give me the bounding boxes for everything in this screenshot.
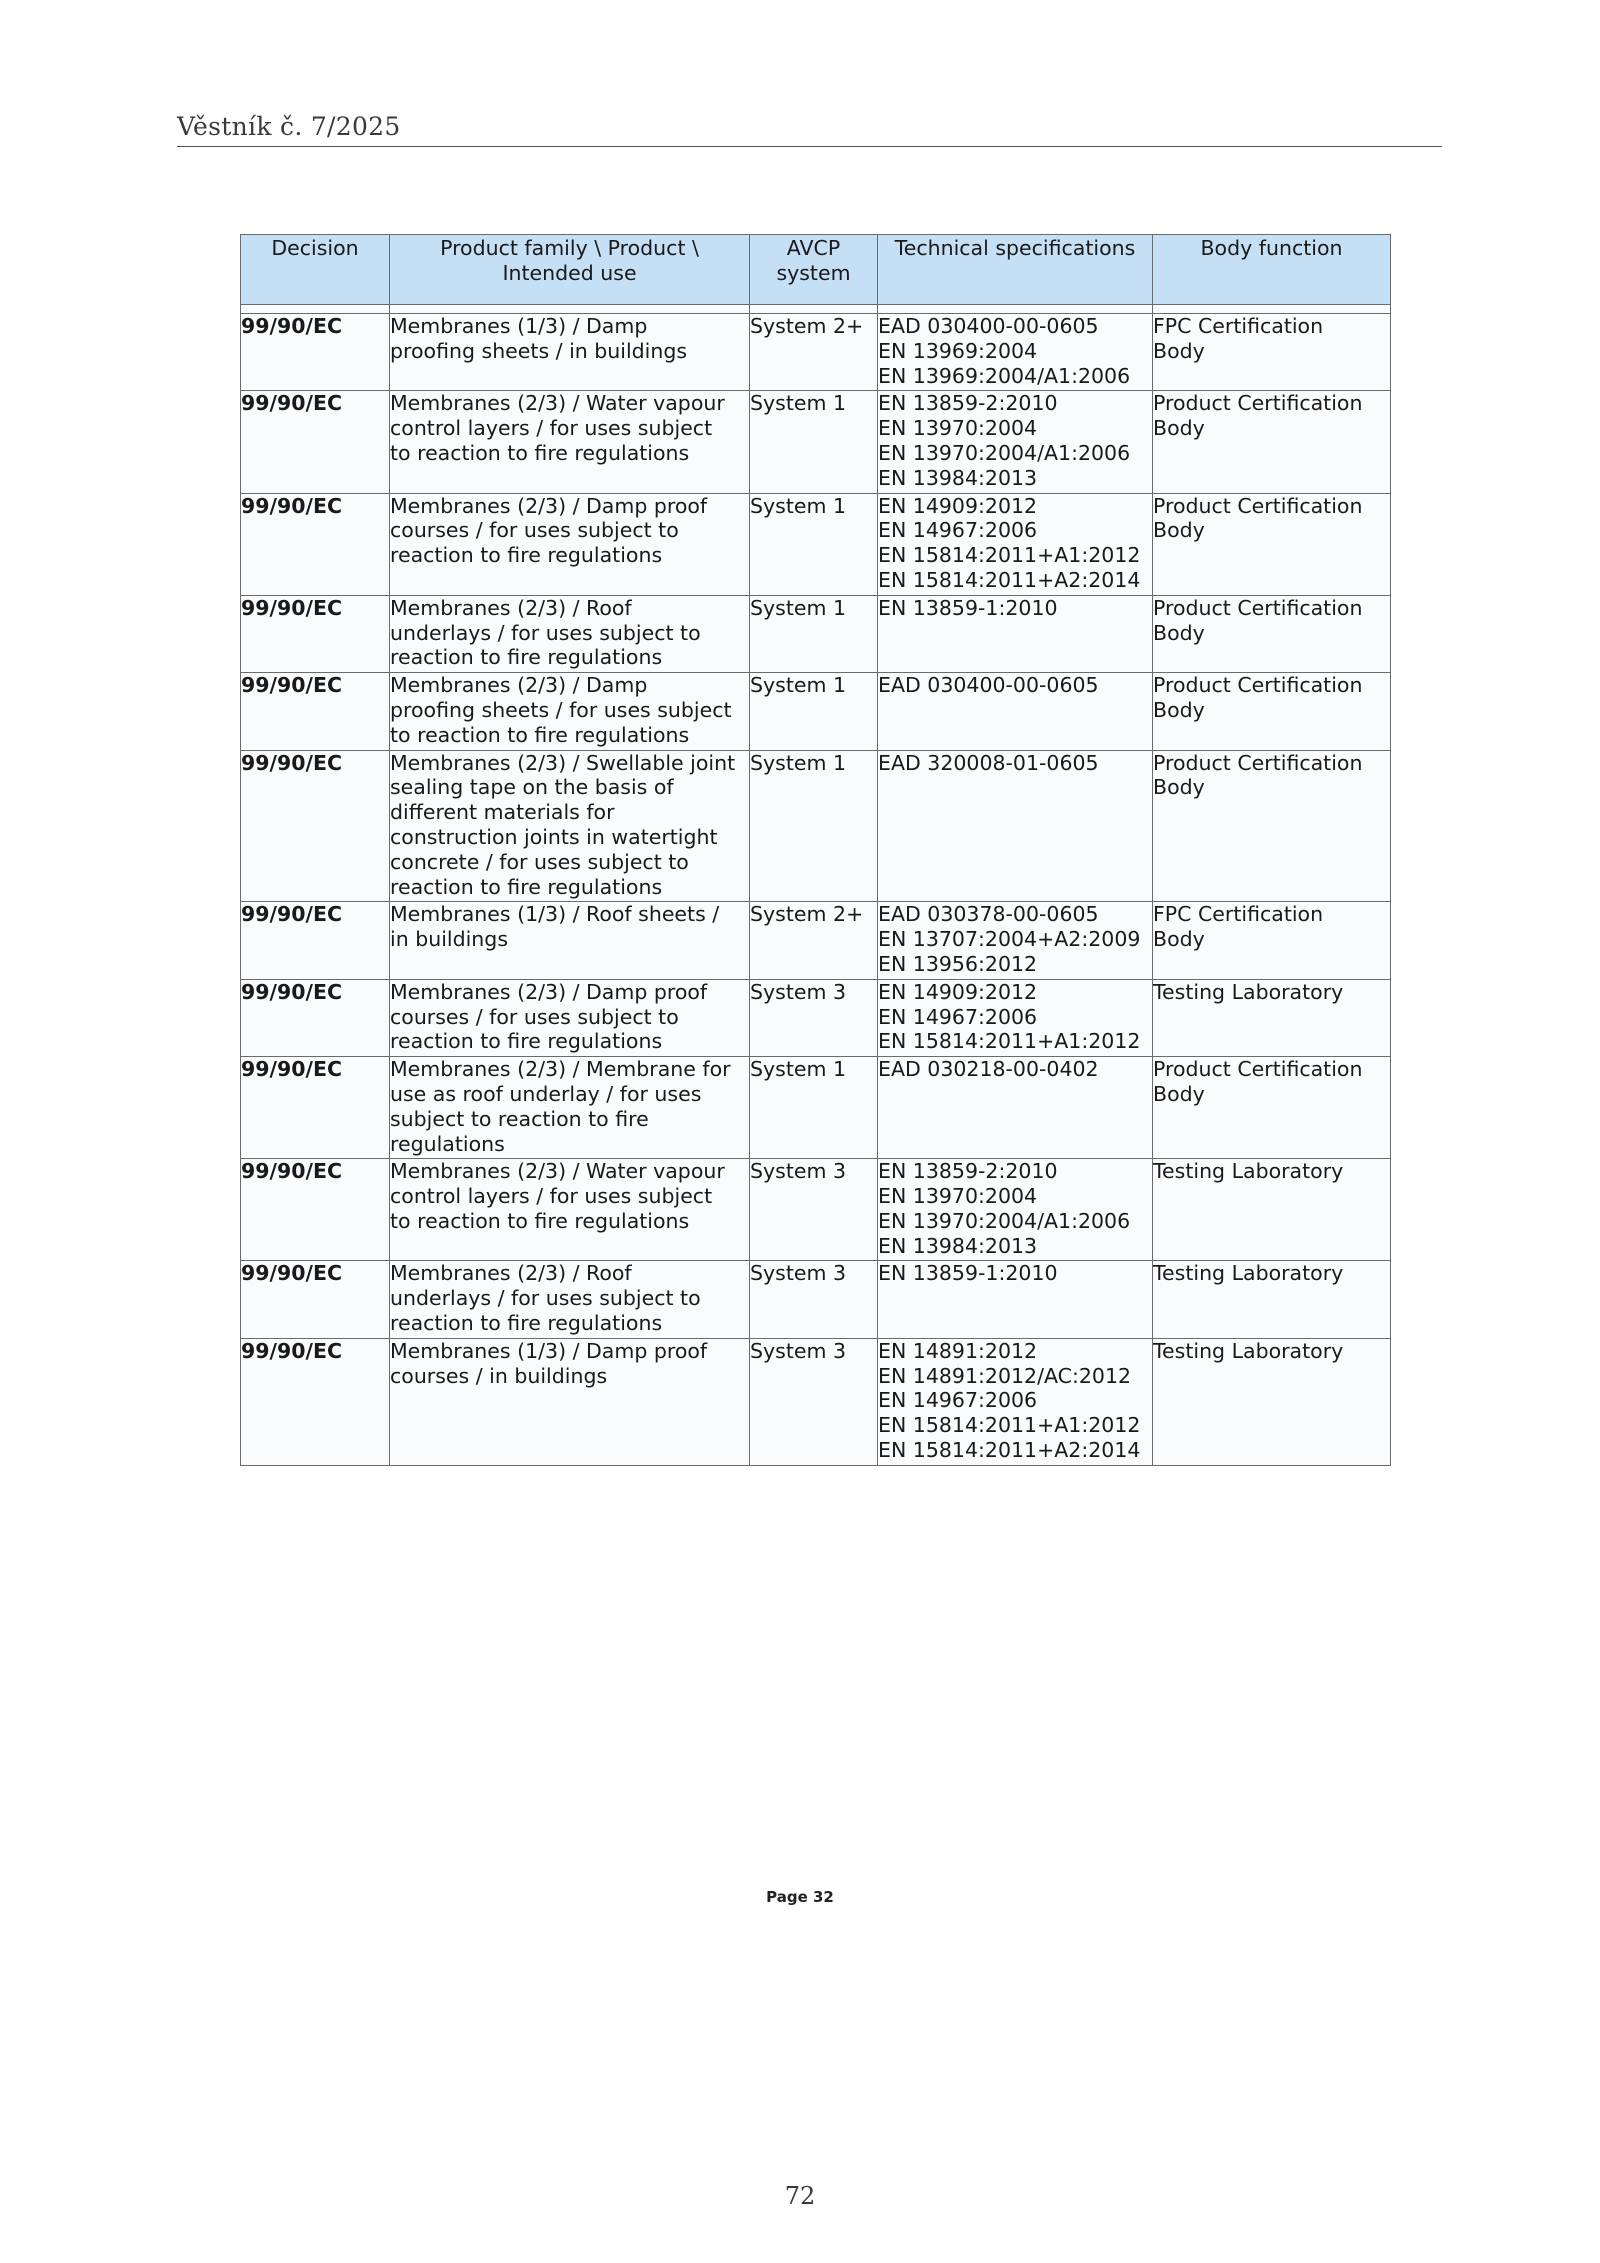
product-cell: Membranes (2/3) / Water vapour control layers / for uses subject to reaction to fire regulations (390, 1159, 750, 1261)
column-header-decision: Decision (241, 235, 390, 305)
table-row (241, 493, 1391, 595)
body-function-cell: Product Certification Body (1153, 750, 1391, 902)
body-function-cell: Testing Laboratory (1153, 1159, 1391, 1261)
spacer-cell (1153, 305, 1391, 314)
decision-cell: 99/90/EC (241, 673, 390, 750)
decisions-table (240, 234, 1391, 1466)
column-header-body: Body function (1153, 235, 1391, 305)
page-number: 72 (784, 2182, 816, 2210)
table-row (241, 1261, 1391, 1338)
decision-cell: 99/90/EC (241, 1159, 390, 1261)
decision-cell: 99/90/EC (241, 314, 390, 391)
body-function-cell: FPC Certification Body (1153, 902, 1391, 979)
table-row (241, 1159, 1391, 1261)
spacer-cell (878, 305, 1153, 314)
decision-cell: 99/90/EC (241, 1261, 390, 1338)
specs-cell: EAD 030400-00-0605 (878, 673, 1153, 750)
body-function-cell: Testing Laboratory (1153, 1261, 1391, 1338)
specs-cell: EN 14909:2012 EN 14967:2006 EN 15814:2011+A1:2012 (878, 979, 1153, 1056)
table-row (241, 391, 1391, 493)
avcp-cell: System 3 (750, 1159, 878, 1261)
body-function-cell: Product Certification Body (1153, 595, 1391, 672)
avcp-cell: System 1 (750, 493, 878, 595)
table-row (241, 1338, 1391, 1465)
avcp-cell: System 2+ (750, 902, 878, 979)
product-cell: Membranes (2/3) / Damp proof courses / for uses subject to reaction to fire regulations (390, 979, 750, 1056)
table-spacer-row (241, 305, 1391, 314)
avcp-cell: System 1 (750, 595, 878, 672)
product-cell: Membranes (2/3) / Membrane for use as roof underlay / for uses subject to reaction to fire regulations (390, 1057, 750, 1159)
product-cell: Membranes (2/3) / Damp proofing sheets / for uses subject to reaction to fire regulations (390, 673, 750, 750)
product-cell: Membranes (2/3) / Roof underlays / for uses subject to reaction to fire regulations (390, 1261, 750, 1338)
product-cell: Membranes (1/3) / Damp proofing sheets / in buildings (390, 314, 750, 391)
column-header-specs: Technical specifications (878, 235, 1153, 305)
product-cell: Membranes (1/3) / Damp proof courses / in buildings (390, 1338, 750, 1465)
body-function-cell: Testing Laboratory (1153, 1338, 1391, 1465)
decision-cell: 99/90/EC (241, 750, 390, 902)
specs-cell: EAD 320008-01-0605 (878, 750, 1153, 902)
specs-cell: EN 13859-2:2010 EN 13970:2004 EN 13970:2004/A1:2006 EN 13984:2013 (878, 1159, 1153, 1261)
table-row (241, 314, 1391, 391)
decision-cell: 99/90/EC (241, 391, 390, 493)
bulletin-title: Věstník č. 7/2025 (177, 112, 401, 141)
body-function-cell: Product Certification Body (1153, 673, 1391, 750)
product-cell: Membranes (2/3) / Roof underlays / for uses subject to reaction to fire regulations (390, 595, 750, 672)
page-label: Page 32 (766, 1888, 834, 1906)
table-row (241, 902, 1391, 979)
specs-cell: EN 13859-1:2010 (878, 1261, 1153, 1338)
spacer-cell (241, 305, 390, 314)
column-header-product: Product family \ Product \ Intended use (390, 235, 750, 305)
avcp-cell: System 2+ (750, 314, 878, 391)
header-divider (177, 146, 1442, 147)
body-function-cell: Testing Laboratory (1153, 979, 1391, 1056)
product-cell: Membranes (2/3) / Damp proof courses / for uses subject to reaction to fire regulations (390, 493, 750, 595)
decision-cell: 99/90/EC (241, 595, 390, 672)
table-row (241, 1057, 1391, 1159)
avcp-cell: System 1 (750, 673, 878, 750)
decision-cell: 99/90/EC (241, 493, 390, 595)
table-body (241, 305, 1391, 1466)
decision-cell: 99/90/EC (241, 1338, 390, 1465)
avcp-cell: System 1 (750, 750, 878, 902)
decision-cell: 99/90/EC (241, 902, 390, 979)
specs-cell: EN 14891:2012 EN 14891:2012/AC:2012 EN 14967:2006 EN 15814:2011+A1:2012 EN 15814:2011+A2:2014 (878, 1338, 1153, 1465)
body-function-cell: Product Certification Body (1153, 1057, 1391, 1159)
specs-cell: EAD 030400-00-0605 EN 13969:2004 EN 13969:2004/A1:2006 (878, 314, 1153, 391)
body-function-cell: Product Certification Body (1153, 493, 1391, 595)
specs-cell: EAD 030378-00-0605 EN 13707:2004+A2:2009 EN 13956:2012 (878, 902, 1153, 979)
body-function-cell: FPC Certification Body (1153, 314, 1391, 391)
column-header-avcp: AVCP system (750, 235, 878, 305)
product-cell: Membranes (2/3) / Water vapour control layers / for uses subject to reaction to fire regulations (390, 391, 750, 493)
avcp-cell: System 1 (750, 391, 878, 493)
specs-cell: EN 13859-1:2010 (878, 595, 1153, 672)
specs-cell: EN 13859-2:2010 EN 13970:2004 EN 13970:2004/A1:2006 EN 13984:2013 (878, 391, 1153, 493)
body-function-cell: Product Certification Body (1153, 391, 1391, 493)
table-row (241, 979, 1391, 1056)
avcp-cell: System 3 (750, 1261, 878, 1338)
decision-cell: 99/90/EC (241, 979, 390, 1056)
specs-cell: EN 14909:2012 EN 14967:2006 EN 15814:2011+A1:2012 EN 15814:2011+A2:2014 (878, 493, 1153, 595)
avcp-cell: System 3 (750, 979, 878, 1056)
spacer-cell (750, 305, 878, 314)
spacer-cell (390, 305, 750, 314)
specs-cell: EAD 030218-00-0402 (878, 1057, 1153, 1159)
decision-cell: 99/90/EC (241, 1057, 390, 1159)
avcp-cell: System 1 (750, 1057, 878, 1159)
table-header-row (241, 235, 1391, 305)
product-cell: Membranes (1/3) / Roof sheets / in buildings (390, 902, 750, 979)
table-row (241, 750, 1391, 902)
table-row (241, 595, 1391, 672)
product-cell: Membranes (2/3) / Swellable joint sealing tape on the basis of different materials for construction joints in watertight concrete / for uses subject to reaction to fire regulations (390, 750, 750, 902)
avcp-cell: System 3 (750, 1338, 878, 1465)
table-row (241, 673, 1391, 750)
